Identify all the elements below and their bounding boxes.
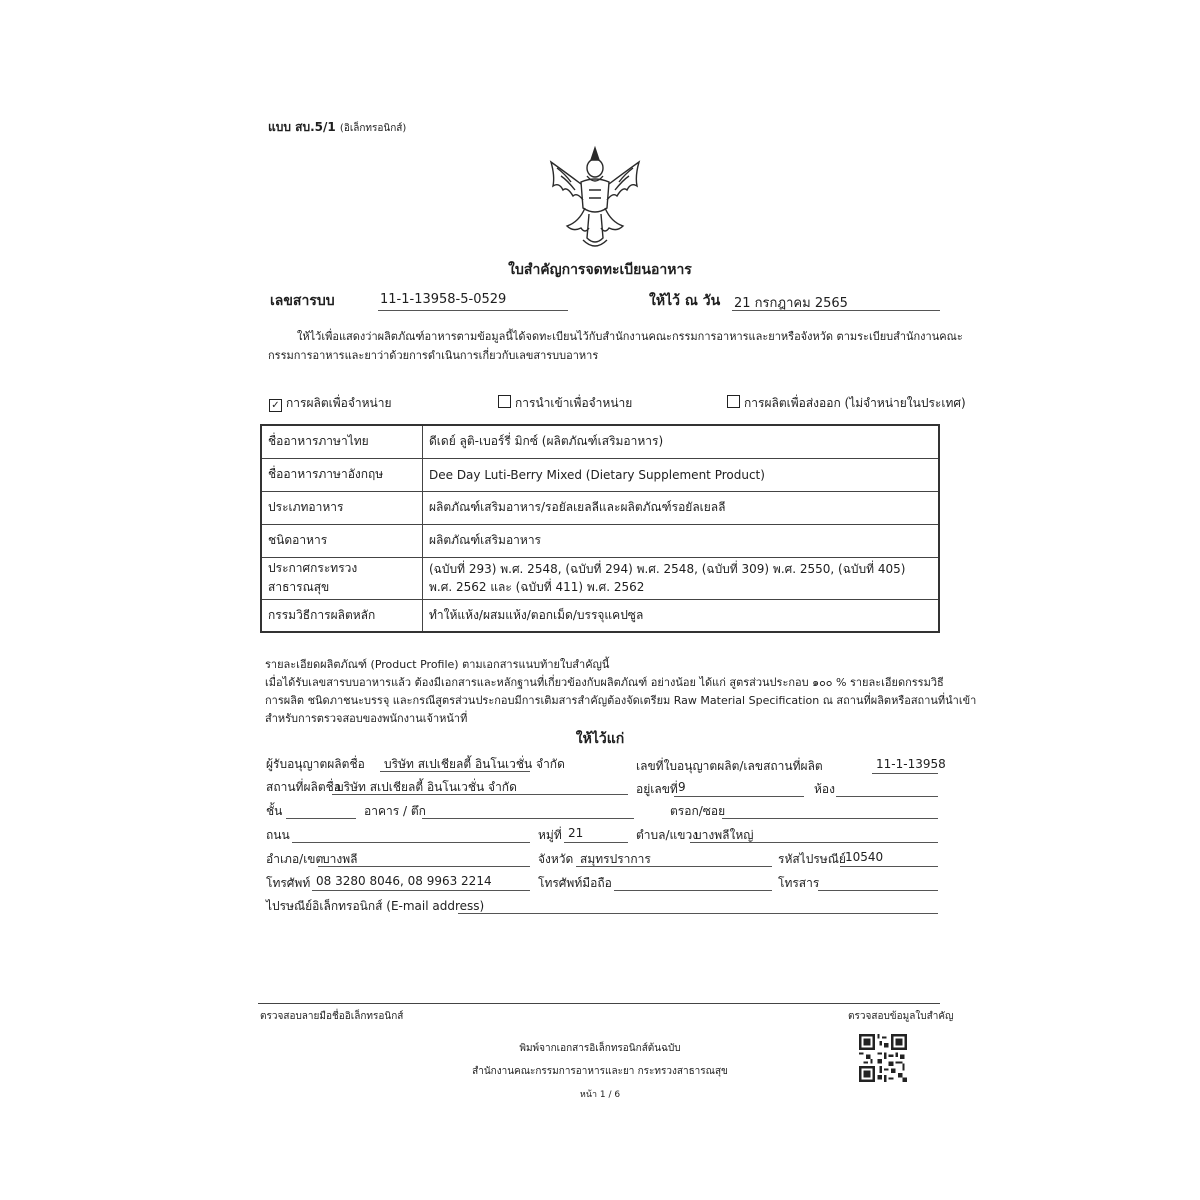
building-underline (422, 818, 634, 819)
footer-page-number: หน้า 1 / 6 (579, 1090, 621, 1100)
floor-label: ชั้น (266, 804, 283, 818)
email-label: ไปรษณีย์อิเล็กทรอนิกส์ (E-mail address) (266, 899, 485, 913)
moo-label: หมู่ที่ (538, 828, 562, 842)
table-row (261, 491, 939, 524)
table-key: ชนิดอาหาร (261, 524, 423, 557)
footer-agency: สำนักงานคณะกรรมการอาหารและยา กระทรวงสาธารณสุข (472, 1066, 728, 1077)
license-no-underline (872, 773, 938, 774)
footer-signature-check: ตรวจสอบลายมือชื่ออิเล็กทรอนิกส์ (260, 1011, 404, 1022)
province-underline (576, 866, 772, 867)
table-value: ดีเดย์ ลูติ-เบอร์รี่ มิกซ์ (ผลิตภัณฑ์เสริมอาหาร) (423, 425, 940, 458)
table-key: ชื่ออาหารภาษาอังกฤษ (261, 458, 423, 491)
table-value: ผลิตภัณฑ์เสริมอาหาร (423, 524, 940, 557)
floor-underline (286, 818, 356, 819)
moo-underline (564, 842, 628, 843)
phone-underline (312, 890, 530, 891)
reg-label: เลขสารบบ (270, 293, 335, 309)
mobile-label: โทรศัพท์มือถือ (538, 876, 612, 890)
table-key: ชื่ออาหารภาษาไทย (261, 425, 423, 458)
footer-printed-from: พิมพ์จากเอกสารอิเล็กทรอนิกส์ต้นฉบับ (519, 1043, 681, 1054)
checkbox-import-for-sale-label: การนำเข้าเพื่อจำหน่าย (515, 396, 633, 410)
district-underline (318, 866, 530, 867)
note-line-2: เมื่อได้รับเลขสารบบอาหารแล้ว ต้องมีเอกสารและหลักฐานที่เกี่ยวข้องกับผลิตภัณฑ์ อย่างน้อย ได้แก่ สูตรส่วนประกอบ ๑๐๐ % รายละเอียดกรรมวิธี (265, 676, 944, 689)
road-label: ถนน (266, 828, 290, 842)
alley-underline (722, 818, 938, 819)
table-key: กรรมวิธีการผลิตหลัก (261, 599, 423, 632)
form-code-suffix: (อิเล็กทรอนิกส์) (339, 123, 407, 134)
table-value: (ฉบับที่ 293) พ.ศ. 2548, (ฉบับที่ 294) พ.ศ. 2548, (ฉบับที่ 309) พ.ศ. 2550, (ฉบับที่ 405) พ.ศ. 2562 และ (ฉบับที่ 411) พ.ศ. 2562 (423, 557, 940, 599)
form-code (268, 118, 406, 137)
moo-value: 21 (568, 826, 584, 840)
road-underline (292, 842, 530, 843)
checkbox-export-only[interactable] (727, 394, 966, 413)
license-no-value: 11-1-13958 (876, 757, 946, 771)
checkbox-production-for-sale-box[interactable]: ✓ (269, 399, 282, 412)
province-value: สมุทรปราการ (580, 852, 651, 866)
checkbox-import-for-sale[interactable] (498, 394, 632, 413)
phone-label: โทรศัพท์ (266, 876, 311, 890)
postcode-value: 10540 (845, 850, 884, 864)
issued-label: ให้ไว้ ณ วัน (649, 293, 721, 309)
address-no-value: 9 (678, 780, 686, 794)
subdistrict-underline (690, 842, 938, 843)
note-line-3: การผลิต ชนิดภาชนะบรรจุ และกรณีสูตรส่วนประกอบมีการเติมสารสำคัญต้องจัดเตรียม Raw Material Specification ณ สถานที่ผลิตหรือสถานที่นำเข้า (265, 694, 977, 707)
document-title: ใบสำคัญการจดทะเบียนอาหาร (508, 262, 692, 278)
issued-date: 21 กรกฎาคม 2565 (734, 296, 848, 311)
subdistrict-label: ตำบล/แขวง (636, 828, 699, 842)
site-underline (332, 794, 628, 795)
checkbox-export-only-label: การผลิตเพื่อส่งออก (ไม่จำหน่ายในประเทศ) (744, 396, 966, 410)
qr-code[interactable] (859, 1034, 907, 1082)
room-underline (836, 796, 938, 797)
form-code-label: แบบ สบ.5/1 (268, 120, 336, 134)
table-row (261, 599, 939, 632)
footer-data-check: ตรวจสอบข้อมูลใบสำคัญ (848, 1011, 954, 1022)
table-row (261, 425, 939, 458)
licensee-underline (380, 771, 530, 772)
grant-heading: ให้ไว้แก่ (575, 731, 625, 747)
table-value: Dee Day Luti-Berry Mixed (Dietary Supplement Product) (423, 458, 940, 491)
table-value: ทำให้แห้ง/ผสมแห้ง/ตอกเม็ด/บรรจุแคปซูล (423, 599, 940, 632)
garuda-emblem (545, 142, 645, 254)
intro-line-2: กรรมการอาหารและยาว่าด้วยการดำเนินการเกี่ยวกับเลขสารบบอาหาร (268, 349, 599, 362)
table-key: ประกาศกระทรวงสาธารณสุข (261, 557, 423, 599)
table-key: ประเภทอาหาร (261, 491, 423, 524)
address-no-label: อยู่เลขที่ (636, 782, 678, 796)
checkbox-production-for-sale-label: การผลิตเพื่อจำหน่าย (286, 396, 392, 410)
reg-number: 11-1-13958-5-0529 (380, 292, 507, 307)
footer-divider (258, 1003, 940, 1004)
checkbox-export-only-box[interactable] (727, 395, 740, 408)
issued-date-underline (732, 310, 940, 311)
product-info-table (260, 424, 940, 633)
building-label: อาคาร / ตึก (364, 804, 426, 818)
site-label: สถานที่ผลิตชื่อ (266, 780, 341, 794)
checkbox-import-for-sale-box[interactable] (498, 395, 511, 408)
district-label: อำเภอ/เขต (266, 852, 324, 866)
checkbox-production-for-sale[interactable] (269, 394, 392, 413)
licensee-value: บริษัท สเปเชียลตี้ อินโนเวชั่น จำกัด (384, 757, 565, 771)
table-row (261, 458, 939, 491)
intro-line-1: ให้ไว้เพื่อแสดงว่าผลิตภัณฑ์อาหารตามข้อมูลนี้ได้จดทะเบียนไว้กับสำนักงานคณะกรรมการอาหารและยาหรือจังหวัด ตามระเบียบสำนักงานคณะ (297, 330, 963, 343)
alley-label: ตรอก/ซอย (670, 804, 726, 818)
fax-underline (818, 890, 938, 891)
table-row (261, 557, 939, 599)
postcode-label: รหัสไปรษณีย์ (778, 852, 846, 866)
table-row (261, 524, 939, 557)
phone-value: 08 3280 8046, 08 9963 2214 (316, 874, 492, 888)
district-value: บางพลี (322, 852, 358, 866)
fax-label: โทรสาร (778, 876, 820, 890)
email-underline (458, 913, 938, 914)
room-label: ห้อง (814, 782, 835, 796)
note-line-1: รายละเอียดผลิตภัณฑ์ (Product Profile) ตามเอกสารแนบท้ายใบสำคัญนี้ (265, 658, 610, 671)
province-label: จังหวัด (538, 852, 574, 866)
license-no-label: เลขที่ใบอนุญาตผลิต/เลขสถานที่ผลิต (636, 759, 823, 773)
postcode-underline (840, 866, 938, 867)
mobile-underline (614, 890, 772, 891)
table-value: ผลิตภัณฑ์เสริมอาหาร/รอยัลเยลลีและผลิตภัณฑ์รอยัลเยลลี (423, 491, 940, 524)
licensee-label: ผู้รับอนุญาตผลิตชื่อ (266, 757, 365, 771)
note-line-4: สำหรับการตรวจสอบของพนักงานเจ้าหน้าที่ (265, 712, 468, 725)
subdistrict-value: บางพลีใหญ่ (694, 828, 754, 842)
reg-number-underline (378, 310, 568, 311)
address-no-underline (674, 796, 804, 797)
site-value: บริษัท สเปเชียลตี้ อินโนเวชั่น จำกัด (336, 780, 517, 794)
